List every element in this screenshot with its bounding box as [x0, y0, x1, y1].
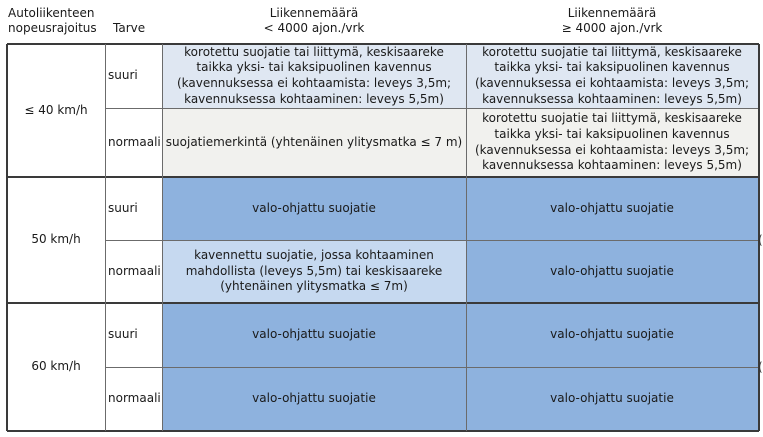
- measure-line: valo-ohjattu suojatie: [550, 200, 674, 215]
- measure-text: [550, 391, 674, 407]
- need-value: suuri: [108, 200, 138, 215]
- measure-cell-low: [162, 303, 466, 367]
- need-value: normaali: [108, 391, 161, 406]
- grid-line: [162, 44, 163, 431]
- measure-cell-low: [162, 44, 466, 108]
- speed-limit-cell: [7, 177, 105, 303]
- measure-cell-low: [162, 177, 466, 240]
- grid-line: [7, 176, 759, 178]
- low-volume-header: [162, 6, 466, 36]
- speed-limit-value: 50 km/h: [31, 232, 81, 247]
- measure-line: suojatiemerkintä (yhtenäinen ylitysmatka ≤ 7 m): [165, 134, 463, 149]
- measure-line: korotettu suojatie tai liittymä, keskisaareke: [184, 44, 444, 59]
- measure-cell-high: [466, 367, 758, 431]
- measure-cell-high: [466, 240, 758, 303]
- measure-text: [186, 248, 443, 295]
- grid-line: [7, 302, 759, 304]
- measure-line: (kavennuksessa ei kohtaamista: leveys 3,5m;: [176, 76, 452, 90]
- measure-cell-high: [466, 303, 758, 367]
- measure-cell-low: [162, 108, 466, 177]
- measure-line: valo-ohjattu suojatie: [550, 263, 674, 278]
- grid-line: [7, 430, 759, 432]
- edge-mark: (: [758, 233, 763, 247]
- grid-line: [466, 44, 467, 431]
- need-value: suuri: [108, 68, 138, 83]
- measure-line: valo-ohjattu suojatie: [252, 327, 376, 342]
- speed-header-line-2: nopeusrajoitus: [8, 21, 97, 35]
- need-cell: [105, 303, 162, 367]
- measure-line: (yhtenäinen ylitysmatka ≤ 7m): [220, 279, 408, 294]
- grid-line: [105, 108, 758, 109]
- low-volume-header-line-2: < 4000 ajon./vrk: [263, 21, 365, 35]
- measure-text: [166, 135, 462, 151]
- measure-text: [550, 327, 674, 343]
- need-value: normaali: [108, 134, 161, 149]
- speed-limit-value: ≤ 40 km/h: [24, 102, 88, 117]
- measure-text: [252, 201, 376, 217]
- need-cell: [105, 367, 162, 431]
- measure-line: kavennuksessa kohtaaminen: leveys 5,5m): [482, 91, 742, 106]
- measure-line: kavennuksessa kohtaaminen: leveys 5,5m): [184, 91, 444, 106]
- measure-line: valo-ohjattu suojatie: [550, 327, 674, 342]
- measure-line: (kavennuksessa ei kohtaamista: leveys 3,5m;: [474, 76, 750, 90]
- need-cell: [105, 44, 162, 108]
- measure-line: korotettu suojatie tai liittymä, keskisaareke: [482, 111, 742, 126]
- measure-cell-high: [466, 44, 758, 108]
- speed-header-line-1: Autoliikenteen: [8, 6, 95, 20]
- speed-limit-cell: [7, 303, 105, 431]
- grid-line: [105, 367, 758, 368]
- grid-line: [6, 44, 8, 431]
- high-volume-header-line-1: Liikennemäärä: [567, 6, 657, 20]
- need-cell: [105, 177, 162, 240]
- measure-text: [475, 111, 749, 173]
- measure-text: [550, 264, 674, 280]
- speed-limit-value: 60 km/h: [31, 359, 81, 374]
- measure-cell-high: [466, 108, 758, 177]
- measure-line: valo-ohjattu suojatie: [252, 391, 376, 406]
- need-cell: [105, 108, 162, 177]
- measure-text: [550, 201, 674, 217]
- measure-line: taikka yksi- tai kaksipuolinen kavennus: [196, 60, 432, 75]
- measure-cell-high: [466, 177, 758, 240]
- measure-line: mahdollista (leveys 5,5m) tai keskisaareke: [185, 263, 443, 278]
- need-value: suuri: [108, 327, 138, 342]
- measure-line: taikka yksi- tai kaksipuolinen kavennus: [494, 126, 730, 141]
- measure-text: [252, 391, 376, 407]
- measure-line: valo-ohjattu suojatie: [252, 200, 376, 215]
- grid-line: [105, 240, 758, 241]
- measure-cell-low: [162, 367, 466, 431]
- measure-line: kavennettu suojatie, jossa kohtaaminen: [194, 248, 434, 263]
- speed-limit-cell: [7, 44, 105, 177]
- high-volume-header-line-2: ≥ 4000 ajon./vrk: [561, 21, 663, 35]
- high-volume-header: [466, 6, 758, 36]
- measure-text: [177, 45, 451, 107]
- edge-mark: (: [758, 360, 763, 374]
- measure-line: korotettu suojatie tai liittymä, keskisaareke: [482, 44, 742, 59]
- need-header: Tarve: [113, 21, 146, 35]
- grid-line: [7, 43, 759, 45]
- measure-line: valo-ohjattu suojatie: [550, 391, 674, 406]
- measure-line: (kavennuksessa ei kohtaamista: leveys 3,5m;: [474, 142, 750, 157]
- grid-line: [105, 44, 106, 431]
- low-volume-header-line-1: Liikennemäärä: [269, 6, 359, 20]
- need-cell: [105, 240, 162, 303]
- measure-line: taikka yksi- tai kaksipuolinen kavennus: [494, 60, 730, 75]
- measure-line: kavennuksessa kohtaaminen: leveys 5,5m): [482, 158, 742, 173]
- need-value: normaali: [108, 263, 161, 278]
- measure-text: [475, 45, 749, 107]
- speed-header: [8, 6, 97, 36]
- measure-cell-low: [162, 240, 466, 303]
- measure-text: [252, 327, 376, 343]
